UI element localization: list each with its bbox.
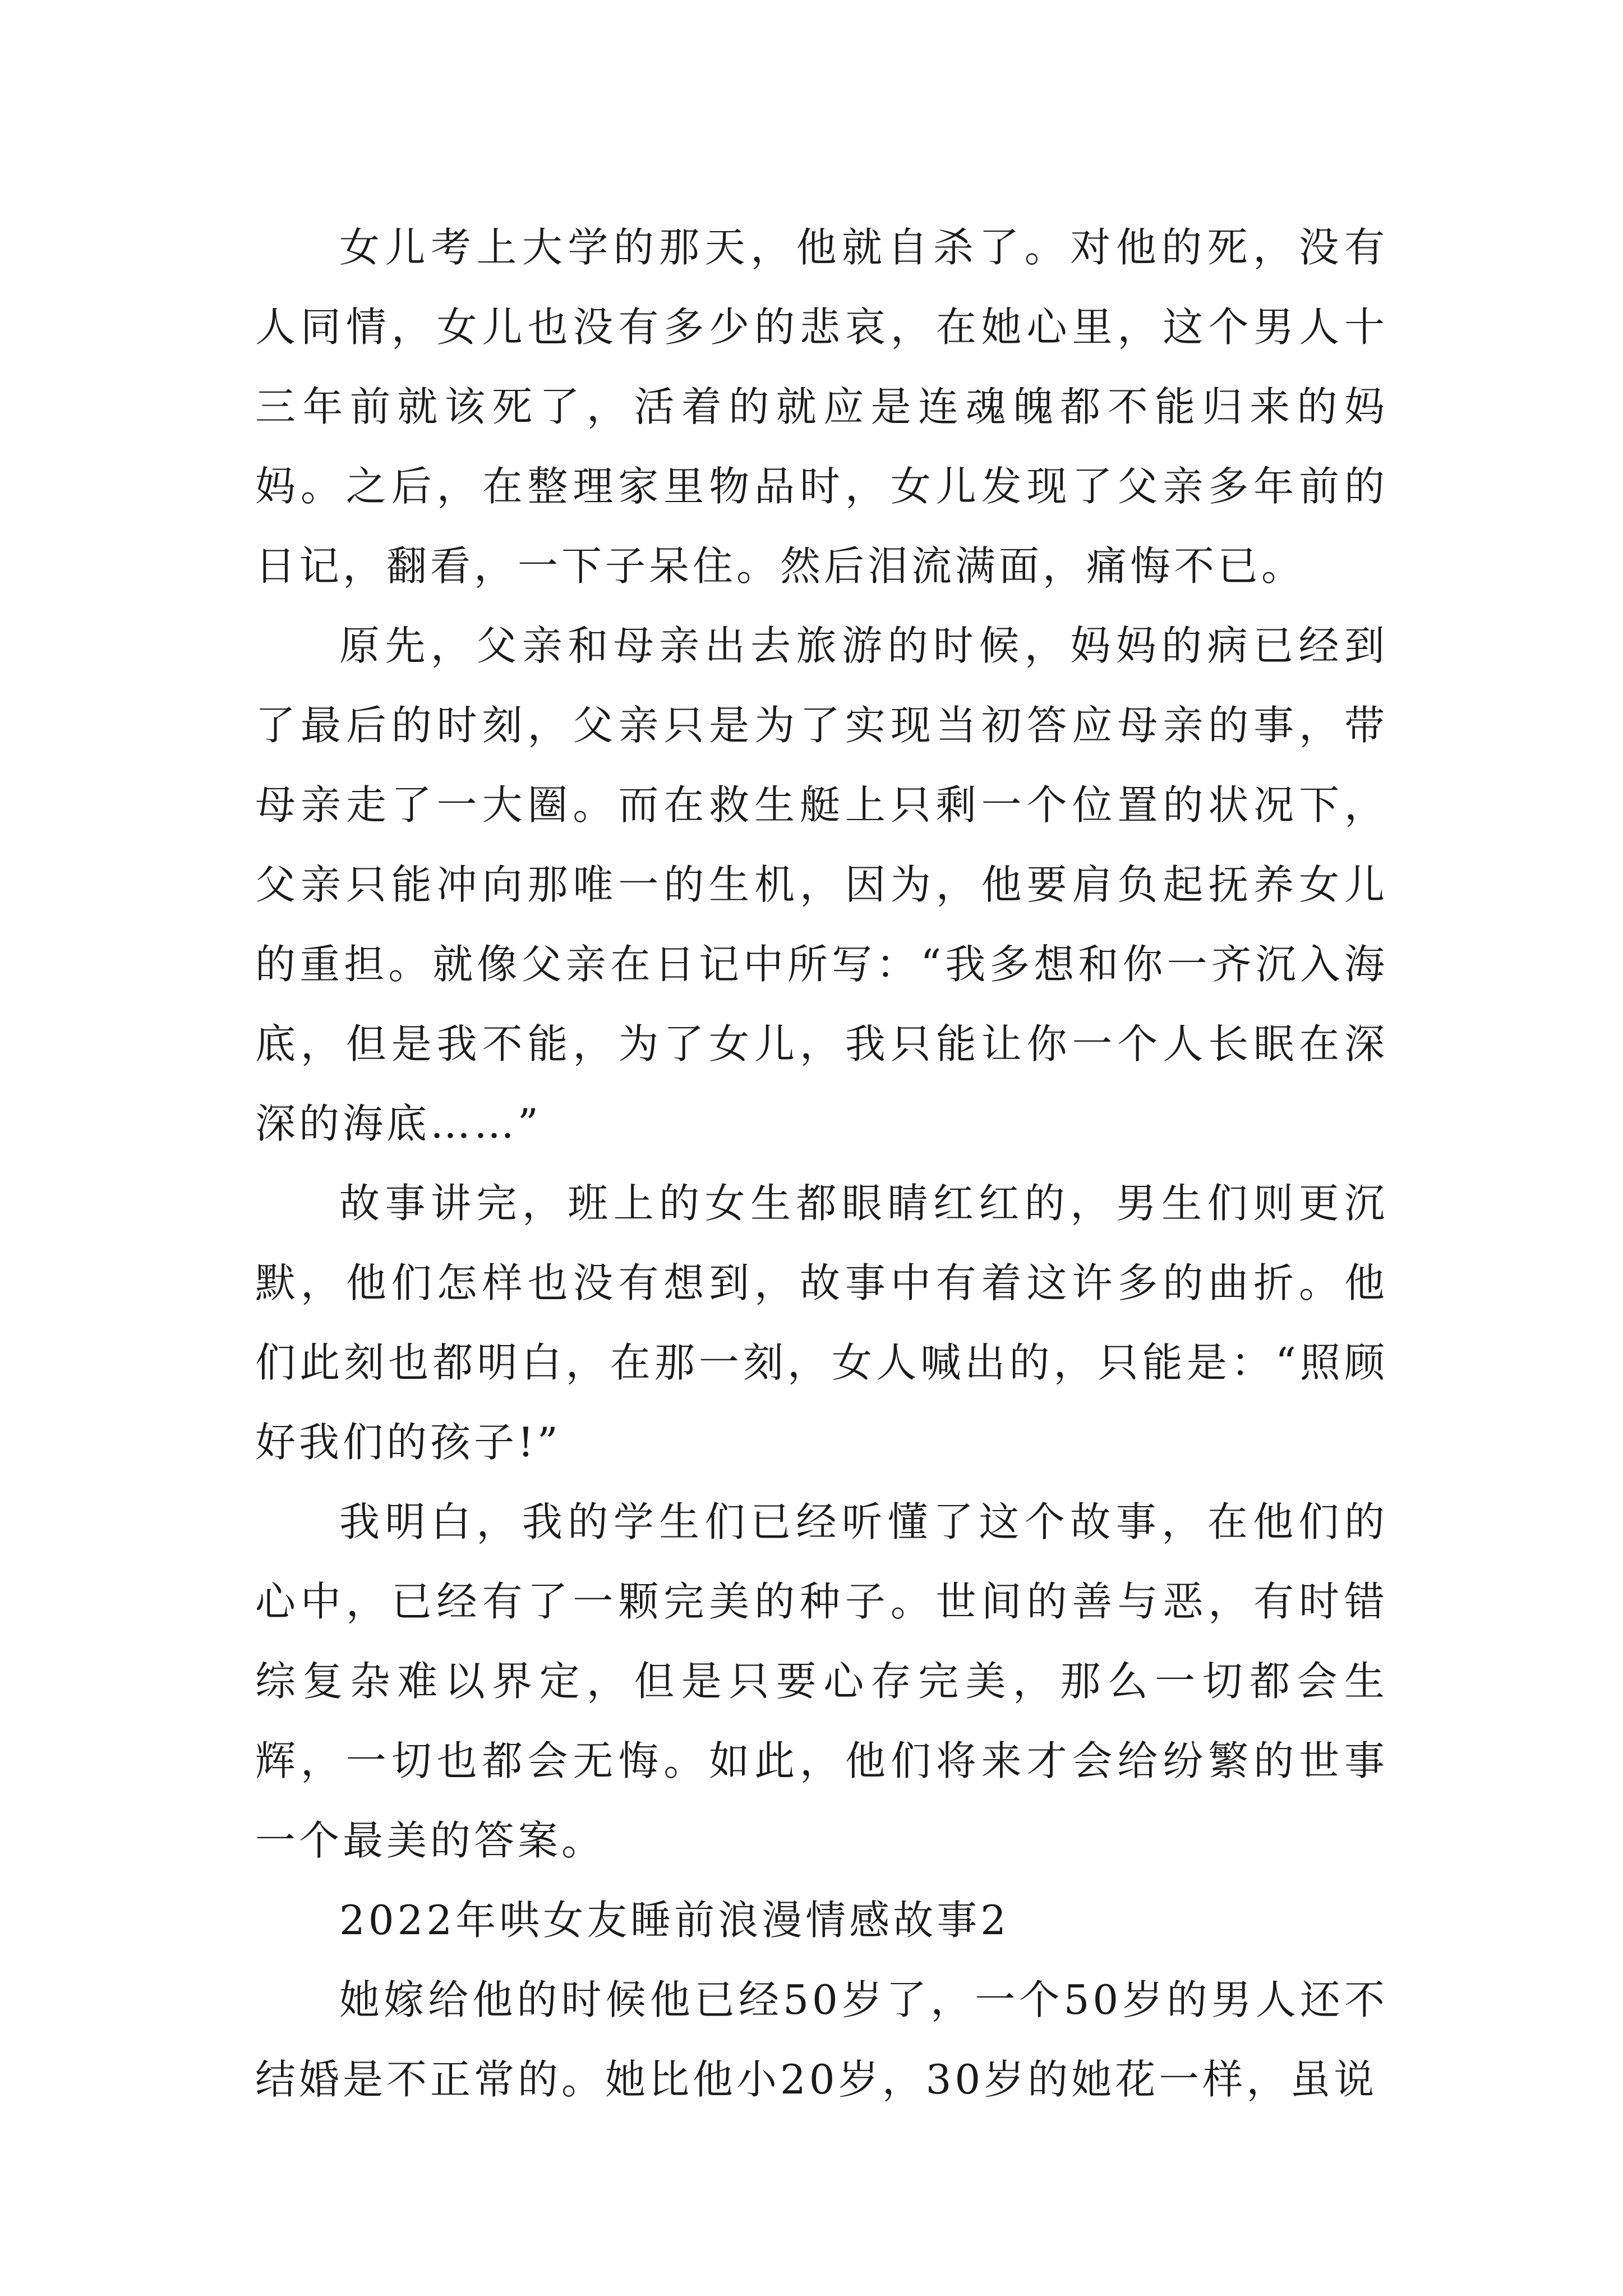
paragraph-daughter-discovers-diary: 女儿考上大学的那天，他就自杀了。对他的死，没有人同情，女儿也没有多少的悲哀，在她心里，这个男人十三年前就该死了，活着的就应是连魂魄都不能归来的妈妈。之后，在整理家里物品时，女儿发现了父亲多年前的日记，翻看，一下子呆住。然后泪流满面，痛悔不已。 [255,224,1388,590]
story-heading: 2022年哄女友睡前浪漫情感故事2 [339,1897,1010,1944]
paragraph-teacher-reflection: 我明白，我的学生们已经听懂了这个故事，在他们的心中，已经有了一颗完美的种子。世间的善与恶，有时错综复杂难以界定，但是只要心存完美，那么一切都会生辉，一切也都会无悔。如此，他们将来才会给纷繁的世事一个最美的答案。 [255,1498,1388,1864]
paragraph-students-react: 故事讲完，班上的女生都眼睛红红的，男生们则更沉默，他们怎样也没有想到，故事中有着这许多的曲折。他们此刻也都明白，在那一刻，女人喊出的，只能是：“照顾好我们的孩子!” [255,1180,1388,1466]
document-body [255,208,1388,2119]
paragraph-father-reason: 原先，父亲和母亲出去旅游的时候，妈妈的病已经到了最后的时刻，父亲只是为了实现当初答应母亲的事，带母亲走了一大圈。而在救生艇上只剩一个位置的状况下，父亲只能冲向那唯一的生机，因为，他要肩负起抚养女儿的重担。就像父亲在日记中所写：“我多想和你一齐沉入海底，但是我不能，为了女儿，我只能让你一个人长眠在深深的海底……” [255,622,1388,1147]
paragraph-story-2-opening: 她嫁给他的时候他已经50岁了，一个50岁的男人还不结婚是不正常的。她比他小20岁，30岁的她花一样，虽说 [255,1976,1388,2103]
